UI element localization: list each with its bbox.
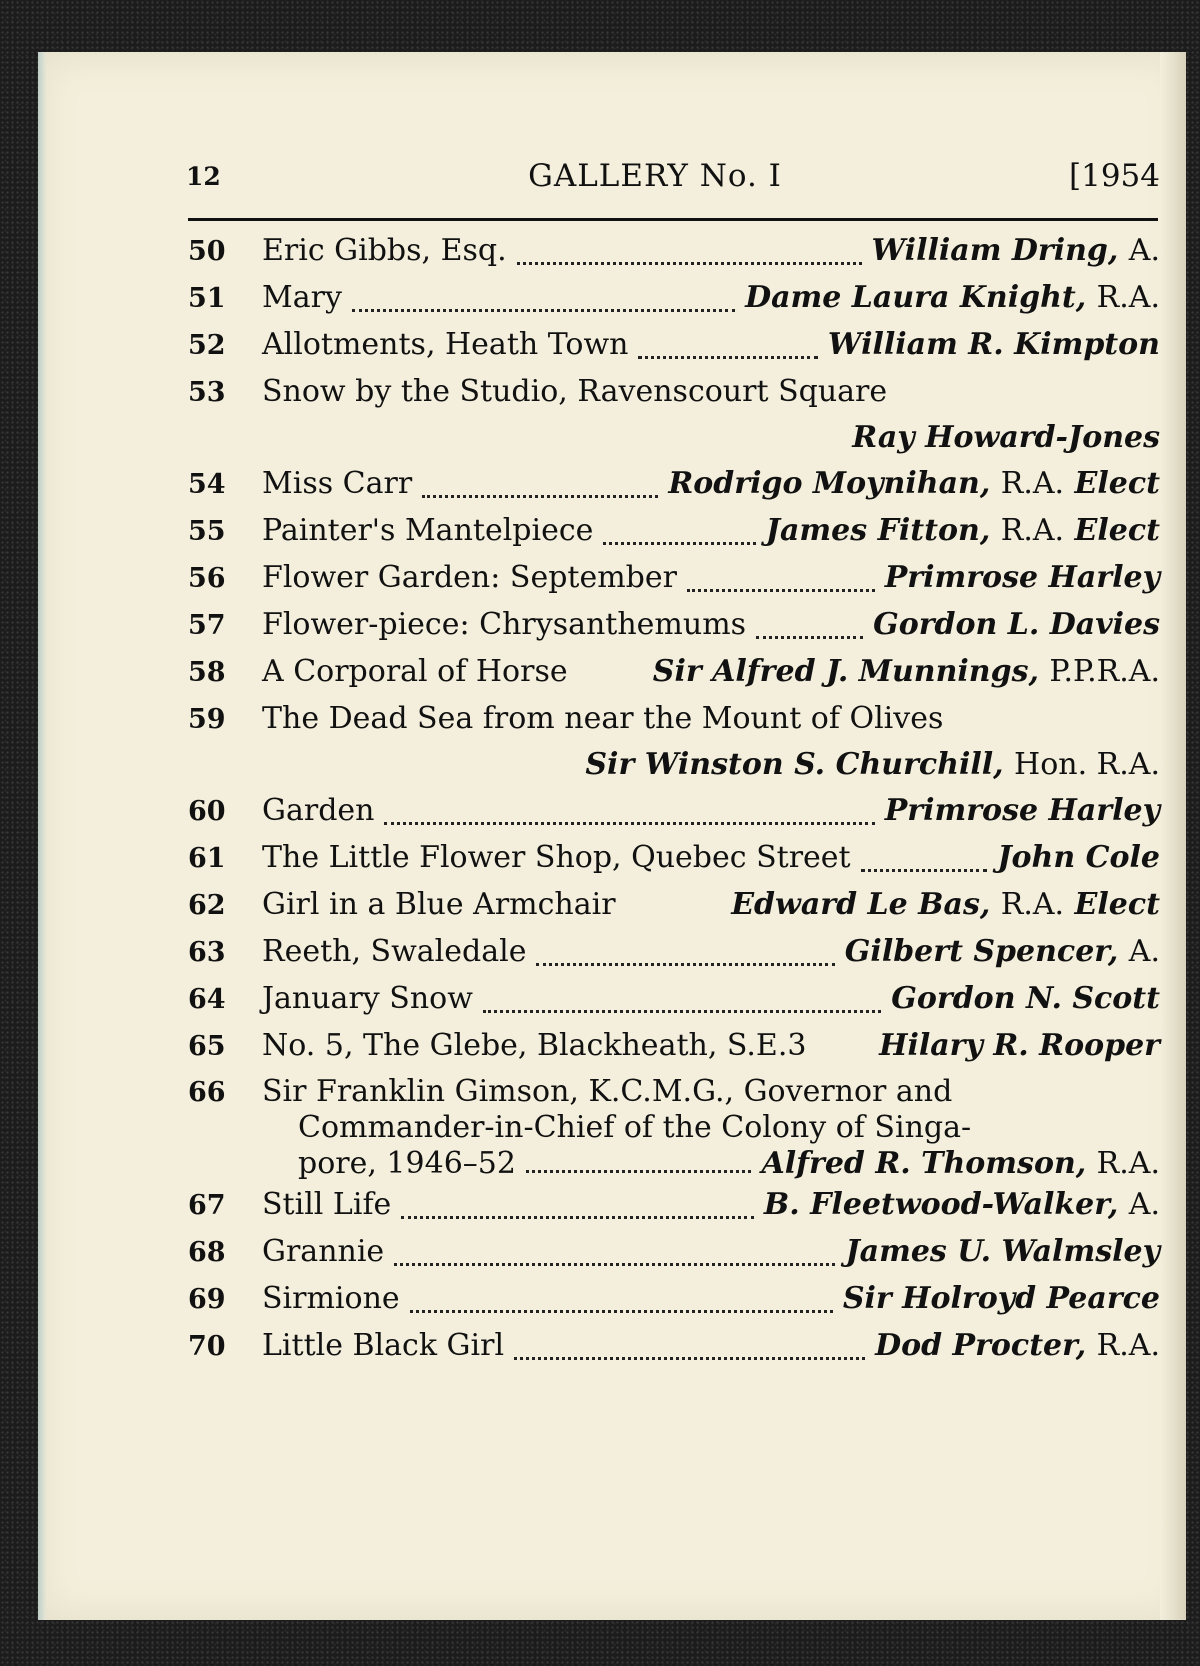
entry-title: The Little Flower Shop, Quebec Street xyxy=(262,840,851,875)
entry-title: Mary xyxy=(262,280,342,315)
entry-artist: Rodrigo Moynihan, R.A. Elect xyxy=(668,466,1160,501)
entry-title: Flower Garden: September xyxy=(262,560,677,595)
leader-dots xyxy=(638,356,817,359)
leader-dots xyxy=(384,822,874,825)
leader-dots xyxy=(422,495,658,498)
entry-number: 64 xyxy=(188,984,226,1015)
entry-artist: Gilbert Spencer, A. xyxy=(844,934,1160,969)
catalogue-entry xyxy=(188,976,1160,1023)
entry-number: 61 xyxy=(188,843,226,874)
leader-dots xyxy=(517,262,862,265)
entry-number: 68 xyxy=(188,1237,226,1268)
entry-artist: William Dring, A. xyxy=(871,233,1160,268)
catalogue-entry xyxy=(188,228,1160,275)
entry-title: Sirmione xyxy=(262,1281,400,1316)
leader-dots xyxy=(626,916,722,919)
catalogue-entry xyxy=(188,649,1160,696)
entry-artist: Sir Holroyd Pearce xyxy=(842,1281,1160,1316)
entry-artist: Hilary R. Rooper xyxy=(879,1028,1160,1063)
entry-artist: John Cole xyxy=(997,840,1160,875)
gallery-title: GALLERY No. I xyxy=(528,158,782,194)
entry-title: Little Black Girl xyxy=(262,1328,505,1363)
entry-number: 66 xyxy=(188,1077,226,1108)
catalogue-entry xyxy=(188,788,1160,835)
page-edge-right xyxy=(1160,52,1186,1620)
catalogue-list xyxy=(188,228,1160,1370)
page-edge-left xyxy=(38,52,46,1620)
catalogue-entry xyxy=(188,882,1160,929)
entry-number: 50 xyxy=(188,236,226,267)
entry-number: 62 xyxy=(188,890,226,921)
entry-title-line3: pore, 1946–52 xyxy=(298,1146,516,1181)
entry-number: 51 xyxy=(188,283,226,314)
leader-dots xyxy=(410,1310,833,1313)
catalogue-entry xyxy=(188,835,1160,882)
entry-artist: William R. Kimpton xyxy=(827,327,1160,362)
entry-title: Eric Gibbs, Esq. xyxy=(262,233,507,268)
catalogue-entry xyxy=(188,369,1160,461)
entry-number: 53 xyxy=(188,377,226,408)
leader-dots xyxy=(687,589,875,592)
catalogue-entry xyxy=(188,275,1160,322)
entry-title: Grannie xyxy=(262,1234,385,1269)
entry-title: The Dead Sea from near the Mount of Olives xyxy=(262,701,944,736)
entry-title-line1: Sir Franklin Gimson, K.C.M.G., Governor and xyxy=(262,1074,953,1109)
entry-number: 59 xyxy=(188,704,226,735)
leader-dots xyxy=(756,636,863,639)
entry-title: January Snow xyxy=(262,981,473,1016)
entry-number: 65 xyxy=(188,1031,226,1062)
catalogue-entry xyxy=(188,508,1160,555)
entry-title: Snow by the Studio, Ravenscourt Square xyxy=(262,374,888,409)
entry-number: 60 xyxy=(188,796,226,827)
entry-artist: Gordon L. Davies xyxy=(873,607,1160,642)
catalogue-entry xyxy=(188,696,1160,788)
entry-artist: Dod Procter, R.A. xyxy=(875,1328,1160,1363)
leader-dots xyxy=(603,542,755,545)
page-number: 12 xyxy=(186,162,221,191)
catalogue-entry xyxy=(188,602,1160,649)
entry-title: Garden xyxy=(262,793,375,828)
entry-title: No. 5, The Glebe, Blackheath, S.E.3 xyxy=(262,1028,807,1063)
header-rule xyxy=(188,218,1158,221)
entry-number: 52 xyxy=(188,330,226,361)
page-header xyxy=(150,158,1160,208)
leader-dots xyxy=(514,1357,865,1360)
catalogue-entry xyxy=(188,1182,1160,1229)
entry-number: 54 xyxy=(188,469,226,500)
leader-dots xyxy=(483,1010,881,1013)
entry-artist: Edward Le Bas, R.A. Elect xyxy=(731,887,1160,922)
catalogue-entry xyxy=(188,1070,1160,1182)
entry-number: 57 xyxy=(188,610,226,641)
catalogue-entry xyxy=(188,1276,1160,1323)
entry-artist: B. Fleetwood-Walker, A. xyxy=(763,1187,1160,1222)
leader-dots xyxy=(394,1263,835,1266)
leader-dots xyxy=(816,1057,869,1060)
entry-artist: James U. Walmsley xyxy=(845,1234,1160,1269)
entry-number: 70 xyxy=(188,1331,226,1362)
entry-title: A Corporal of Horse xyxy=(262,654,568,689)
leader-dots xyxy=(526,1170,751,1173)
entry-title: Still Life xyxy=(262,1187,392,1222)
entry-number: 55 xyxy=(188,516,226,547)
entry-artist: Dame Laura Knight, R.A. xyxy=(745,280,1160,315)
entry-title: Reeth, Swaledale xyxy=(262,934,527,969)
entry-title: Painter's Mantelpiece xyxy=(262,513,594,548)
catalogue-entry xyxy=(188,322,1160,369)
entry-title: Girl in a Blue Armchair xyxy=(262,887,616,922)
entry-artist: Gordon N. Scott xyxy=(891,981,1160,1016)
leader-dots xyxy=(578,683,643,686)
catalogue-entry xyxy=(188,1323,1160,1370)
entry-title: Flower-piece: Chrysanthemums xyxy=(262,607,747,642)
year-label: [1954 xyxy=(1069,158,1160,194)
leader-dots xyxy=(352,309,735,312)
entry-title: Allotments, Heath Town xyxy=(262,327,629,362)
entry-artist: Primrose Harley xyxy=(884,793,1160,828)
leader-dots xyxy=(861,869,988,872)
catalogue-entry xyxy=(188,1023,1160,1070)
entry-artist: James Fitton, R.A. Elect xyxy=(765,513,1160,548)
entry-title-line2: Commander-in-Chief of the Colony of Singa- xyxy=(298,1110,972,1145)
leader-dots xyxy=(401,1216,754,1219)
catalogue-entry xyxy=(188,1229,1160,1276)
entry-artist: Alfred R. Thomson, R.A. xyxy=(761,1146,1160,1181)
entry-number: 67 xyxy=(188,1190,226,1221)
entry-number: 63 xyxy=(188,937,226,968)
catalogue-entry xyxy=(188,461,1160,508)
entry-number: 56 xyxy=(188,563,226,594)
catalogue-entry xyxy=(188,555,1160,602)
entry-artist: Primrose Harley xyxy=(884,560,1160,595)
leader-dots xyxy=(536,963,834,966)
entry-artist: Sir Alfred J. Munnings, P.P.R.A. xyxy=(652,654,1160,689)
entry-number: 69 xyxy=(188,1284,226,1315)
entry-number: 58 xyxy=(188,657,226,688)
entry-artist: Sir Winston S. Churchill, Hon. R.A. xyxy=(585,747,1160,782)
entry-title: Miss Carr xyxy=(262,466,413,501)
entry-artist: Ray Howard-Jones xyxy=(852,420,1160,455)
catalogue-entry xyxy=(188,929,1160,976)
